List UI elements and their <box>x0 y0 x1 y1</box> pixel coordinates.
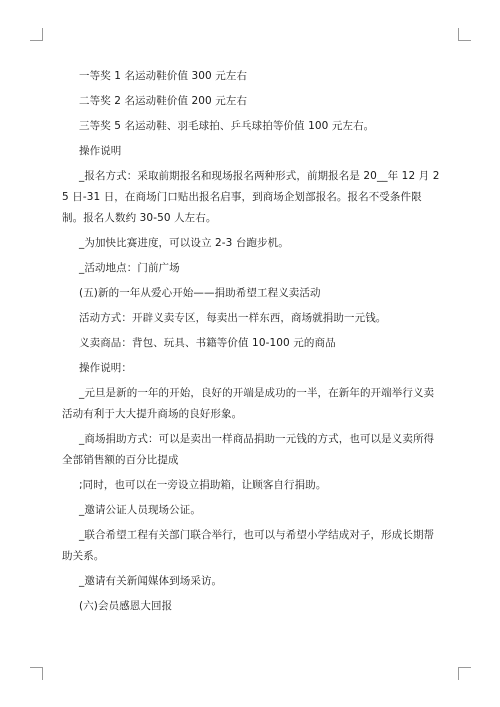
location-paragraph: _活动地点：门前广场 <box>79 262 180 274</box>
activity-method: 活动方式：开辟义卖专区，每卖出一样东西，商场就捐助一元钱。 <box>79 312 387 324</box>
donation-method-paragraph: _商场捐助方式：可以是卖出一样商品捐助一元钱的方式，也可以是义卖所得全部销售额的百分比提成 <box>62 433 435 466</box>
operation-heading: 操作说明 <box>79 145 122 157</box>
treadmill-paragraph: _为加快比赛进度，可以设立 2-3 台跑步机。 <box>79 237 289 249</box>
new-year-paragraph: _元旦是新的一年的开始，良好的开端是成功的一半，在新年的开端举行义卖活动有利于大大提升商场的良好形象。 <box>62 387 435 420</box>
prize-third: 三等奖 5 名运动鞋、羽毛球拍、乒乓球拍等价值 100 元左右。 <box>79 120 375 132</box>
prize-second: 二等奖 2 名运动鞋价值 200 元左右 <box>79 95 248 107</box>
crop-mark-bottom-right <box>458 667 471 680</box>
donation-box-paragraph: ;同时，也可以在一旁设立捐助箱，让顾客自行捐助。 <box>79 479 327 491</box>
notary-paragraph: _邀请公证人员现场公证。 <box>79 504 201 516</box>
prize-first: 一等奖 1 名运动鞋价值 300 元左右 <box>79 70 248 82</box>
section-five-heading: (五)新的一年从爱心开始——捐助希望工程义卖活动 <box>79 287 321 299</box>
crop-mark-top-right <box>458 28 471 41</box>
registration-paragraph: _报名方式：采取前期报名和现场报名两种形式，前期报名是 20__年 12 月 25 日-31 日，在商场门口贴出报名启事，到商场企划部报名。报名不受条件限制。报名人数约 30-50 人左右。 <box>62 170 440 224</box>
charity-goods: 义卖商品：背包、玩具、书籍等价值 10-100 元的商品 <box>79 337 336 349</box>
operation-heading-2: 操作说明： <box>79 362 132 374</box>
document-body <box>62 66 442 621</box>
section-six-heading: (六)会员感恩大回报 <box>79 600 173 612</box>
crop-mark-bottom-left <box>30 667 43 680</box>
media-paragraph: _邀请有关新闻媒体到场采访。 <box>79 575 223 587</box>
crop-mark-top-left <box>30 28 43 41</box>
hope-project-paragraph: _联合希望工程有关部门联合举行，也可以与希望小学结成对子，形成长期帮助关系。 <box>62 529 435 562</box>
